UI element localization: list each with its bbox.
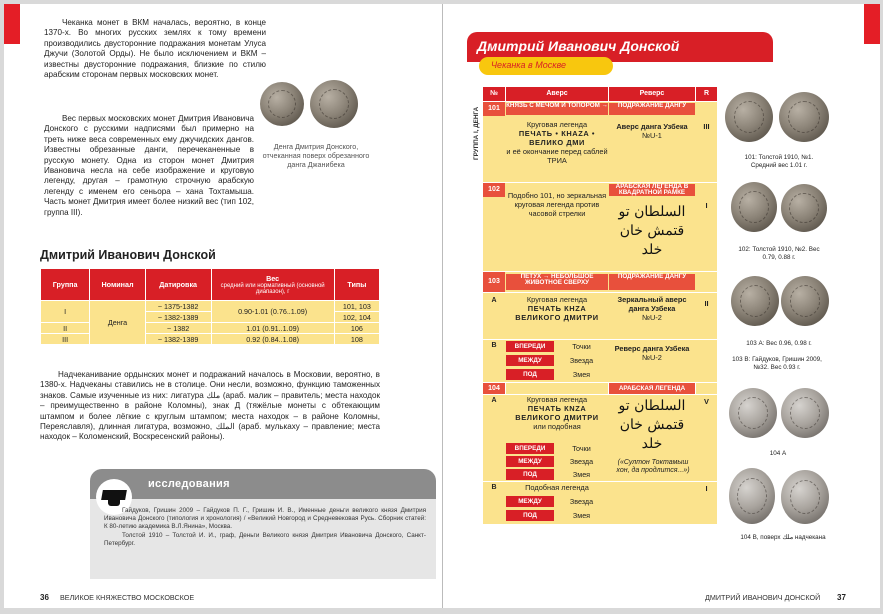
position-label: ВПЕРЕДИ [506, 443, 554, 454]
research-box [90, 469, 436, 579]
reverse-desc: Реверс данга Узбека №U-2 [614, 344, 690, 362]
col-header-number: № [483, 87, 505, 101]
rarity: I [705, 201, 708, 210]
cell-date: ~ 1375-1382 [145, 301, 211, 312]
position-value: Точки [572, 444, 591, 453]
research-header [90, 469, 436, 499]
cell-weight: 0.90-1.01 (0.76..1.09) [211, 301, 334, 323]
coin-caption-103a: 103 А: Вес 0.96, 0.98 г. [746, 340, 812, 347]
position-value: Змея [572, 511, 591, 520]
type-number: 103 [483, 272, 505, 292]
rarity: III [703, 122, 710, 131]
coin-103a-reverse [781, 276, 829, 326]
position-value: Звезда [569, 457, 594, 466]
left-page [4, 4, 442, 608]
groups-table [40, 268, 380, 345]
page-title: Дмитрий Иванович Донской [477, 38, 680, 54]
coin-caption-101: 101: Толстой 1910, №1. Средний вес 1.01 г. [744, 154, 814, 169]
position-label: ПОД [506, 369, 554, 380]
obverse-desc: Круговая легенда ПЕЧАТЬ • КНАZА • ВЕЛИКО ДМИ и её окончание перед саблей ТРИА [506, 120, 608, 165]
obverse-desc: Круговая легенда ПЕЧАТЬ КNZА ВЕЛИКОГО ДМИТРИ или подобная [506, 395, 608, 431]
subtitle-pill [479, 57, 613, 75]
coin-photo-reverse [310, 80, 358, 128]
countermark-paragraph: Надчеканивание ордынских монет и подражаний началось в Московии, вероятно, в 1380-х. Надчеканы ставились не в столице. Они несли, возможно, функцию таможенных знаков. Самые изученные из них: лигатура ملك (араб. малик – правитель; места находок – преимущественно в районе Коломны), знак Д (тяжёлые монеты с обтекающим штампом и более лёгкие с круглым штампом; места находок – в районе Коломны, Переяславля), длинная лигатура, возможно, الملك (араб. мулькаху – правление; места находок – Коломенский, Воскресенский районы). [40, 370, 380, 442]
cell-types: 102, 104 [334, 312, 379, 323]
col-header-obverse: Аверс [506, 87, 608, 101]
position-label: МЕЖДУ [506, 496, 554, 507]
cell-group: I [41, 301, 90, 323]
cell-weight: 1.01 (0.91..1.09) [211, 323, 334, 334]
table-row [41, 301, 380, 312]
table-row-102 [483, 183, 717, 271]
cell-types: 106 [334, 323, 379, 334]
research-title: исследования [148, 478, 230, 490]
obverse-subheader: ПЕТУХ → НЕБОЛЬШОЕ ЖИВОТНОЕ СВЕРХУ [506, 274, 608, 290]
coin-104a-reverse [781, 388, 829, 438]
variant-letter: A [483, 397, 505, 404]
coin-102-reverse [781, 184, 827, 232]
type-number: 104 [483, 383, 505, 394]
reverse-subheader: ПОДРАЖАНИЕ ДАНГУ [609, 103, 695, 115]
coin-caption-104b: 104 В, поверх ملك надчекана [740, 534, 826, 541]
page-subtitle: Чеканка в Москве [491, 60, 566, 70]
position-value: Звезда [569, 497, 594, 506]
table-row-103a [483, 293, 717, 339]
reverse-subheader: ПОДРАЖАНИЕ ДАНГУ [609, 274, 695, 290]
col-header-rarity: R [696, 87, 717, 101]
rarity: I [705, 484, 708, 493]
reverse-subheader: АРАБСКАЯ ЛЕГЕНДА В КВАДРАТНОЙ РАМКЕ [609, 184, 695, 196]
position-value: Звезда [569, 356, 594, 365]
reference-item: Гайдуков, Гришин 2009 – Гайдуков П. Г., Гришин И. В., Именные деньги великого князя Дмитрия Ивановича Донского (типология и хронология) / «Великий Новгород и Средневековая Русь. Сборник статей: К 80-летию академика В.Л.Янина», Москва. [104, 507, 426, 531]
table-row-104a [483, 395, 717, 481]
obverse-legend: ПЕЧАТЬ КНZА ВЕЛИКОГО ДМИТРИ [515, 304, 599, 322]
table-row-104 [483, 383, 717, 394]
coin-104b-obverse [729, 468, 775, 524]
page-number: 36 [40, 593, 49, 602]
coin-103a-obverse [731, 276, 779, 326]
cell-date: ~ 1382-1389 [145, 334, 211, 345]
weight-paragraph: Вес первых московских монет Дмитрия Ивановича Донского с русскими надписями был примерно на треть ниже веса современных ему джучидских дангов. Известны обрезанные данги, перечеканенные в русскую монету. Одна из сторон монет Дмитрия Ивановича несла на себе изображение и круговую легенду, другая – грамотную строчную арабскую легенду с именем его сеньора – хана Тохтамыша. Часть монет Дмитрия имеет более низкий вес (тип 102, группа III). [44, 114, 254, 217]
coin-104b-reverse [781, 470, 829, 524]
rarity: V [704, 397, 709, 406]
position-label: ВПЕРЕДИ [506, 341, 554, 352]
col-header-weight: Вес средний или нормативный (основной диапазон), г [211, 269, 334, 301]
col-header-date: Датировка [145, 269, 211, 301]
right-page [442, 4, 880, 608]
running-footer: ДМИТРИЙ ИВАНОВИЧ ДОНСКОЙ [705, 593, 821, 602]
col-header-group: Группа [41, 269, 90, 301]
coin-caption-102: 102: Толстой 1910, №2. Вес 0.79, 0.88 г. [738, 246, 820, 261]
page-number: 37 [837, 593, 846, 602]
cell-types: 108 [334, 334, 379, 345]
position-value: Змея [572, 370, 591, 379]
reverse-desc: Зеркальный аверс данга Узбека №U-2 [617, 295, 687, 322]
cell-group: III [41, 334, 90, 345]
red-corner-marker [864, 4, 880, 44]
coin-caption: Денга Дмитрия Донского, отчеканная поверх обрезанного данга Джанибека [262, 142, 370, 169]
cell-types: 101, 103 [334, 301, 379, 312]
coin-101-reverse [779, 92, 829, 142]
position-value: Змея [572, 470, 591, 479]
reverse-translation: («Султон Токтамыш хон, да продлится...») [616, 459, 690, 475]
coin-caption-104a: 104 А [769, 450, 787, 457]
coin-104a-obverse [729, 388, 777, 438]
table-row-104b [483, 482, 717, 524]
cell-nominal: Денга [90, 301, 145, 345]
section-title: Дмитрий Иванович Донской [40, 248, 216, 262]
position-label: ПОД [506, 469, 554, 480]
obverse-subheader: КНЯЗЬ С МЕЧОМ И ТОПОРОМ → [506, 103, 608, 115]
cell-group: II [41, 323, 90, 334]
cell-weight: 0.92 (0.84..1.08) [211, 334, 334, 345]
col-header-nominal: Номинал [90, 269, 145, 301]
red-corner-marker [4, 4, 20, 44]
position-label: ПОД [506, 510, 554, 521]
obverse-desc: Подобно 101, но зеркальная круговая легенда против часовой стрелки [507, 191, 607, 218]
type-number: 102 [483, 183, 505, 197]
obverse-legend: ПЕЧАТЬ КNZА ВЕЛИКОГО ДМИТРИ [515, 404, 599, 422]
coin-photo-obverse [260, 82, 304, 126]
cell-date: ~ 1382-1389 [145, 312, 211, 323]
vertical-group-label: ГРУППА I, ДЕНГА [473, 106, 480, 160]
table-row-103 [483, 272, 717, 292]
col-header-reverse: Реверс [609, 87, 695, 101]
obverse-legend: ПЕЧАТЬ • КНАZА • ВЕЛИКО ДМИ [518, 129, 596, 147]
weight-subheader: средний или нормативный (основной диапазон), г [220, 283, 325, 295]
research-references [104, 507, 426, 548]
obverse-desc: Подобная легенда [525, 483, 589, 492]
reverse-arabic-legend: السلطان تو قتمش خان خلد [618, 204, 686, 258]
variant-letter: B [483, 484, 505, 491]
variant-letter: B [483, 342, 505, 349]
reference-item: Толстой 1910 – Толстой И. И., граф, Деньги Великого князя Дмитрия Ивановича Донского, Санкт-Петербург. [104, 531, 426, 547]
type-number: 101 [483, 102, 505, 116]
position-value: Точки [572, 342, 591, 351]
position-label: МЕЖДУ [506, 456, 554, 467]
reverse-subheader: АРАБСКАЯ ЛЕГЕНДА [609, 383, 695, 394]
variant-letter: A [483, 297, 505, 304]
table-row-101 [483, 102, 717, 182]
table-row-103b [483, 340, 717, 382]
position-label: МЕЖДУ [506, 355, 554, 366]
col-header-types: Типы [334, 269, 379, 301]
coin-102-obverse [731, 182, 777, 232]
obverse-desc: Круговая легенда ПЕЧАТЬ КНZА ВЕЛИКОГО ДМИТРИ [506, 295, 608, 322]
reverse-arabic-legend: السلطان تو قتمش خان خلد [618, 398, 686, 452]
running-footer: ВЕЛИКОЕ КНЯЖЕСТВО МОСКОВСКОЕ [60, 593, 195, 602]
coin-caption-103b: 103 В: Гайдуков, Гришин 2009, №32. Вес 0.93 г. [732, 356, 822, 371]
coin-101-obverse [725, 92, 773, 142]
intro-paragraph: Чеканка монет в ВКМ началась, вероятно, в конце 1370-х. Во многих русских землях к тому времени производились двусторонние подражания монетам Улуса Джучи (Золотой Орды). Не было исключением и ВКМ – известны двусторонние подражания, близкие по стилю арабским сторонам первых московских монет. [44, 18, 266, 80]
rarity: II [704, 299, 709, 308]
cell-date: ~ 1382 [145, 323, 211, 334]
reverse-desc: Аверс данга Узбека №U-1 [616, 122, 688, 140]
